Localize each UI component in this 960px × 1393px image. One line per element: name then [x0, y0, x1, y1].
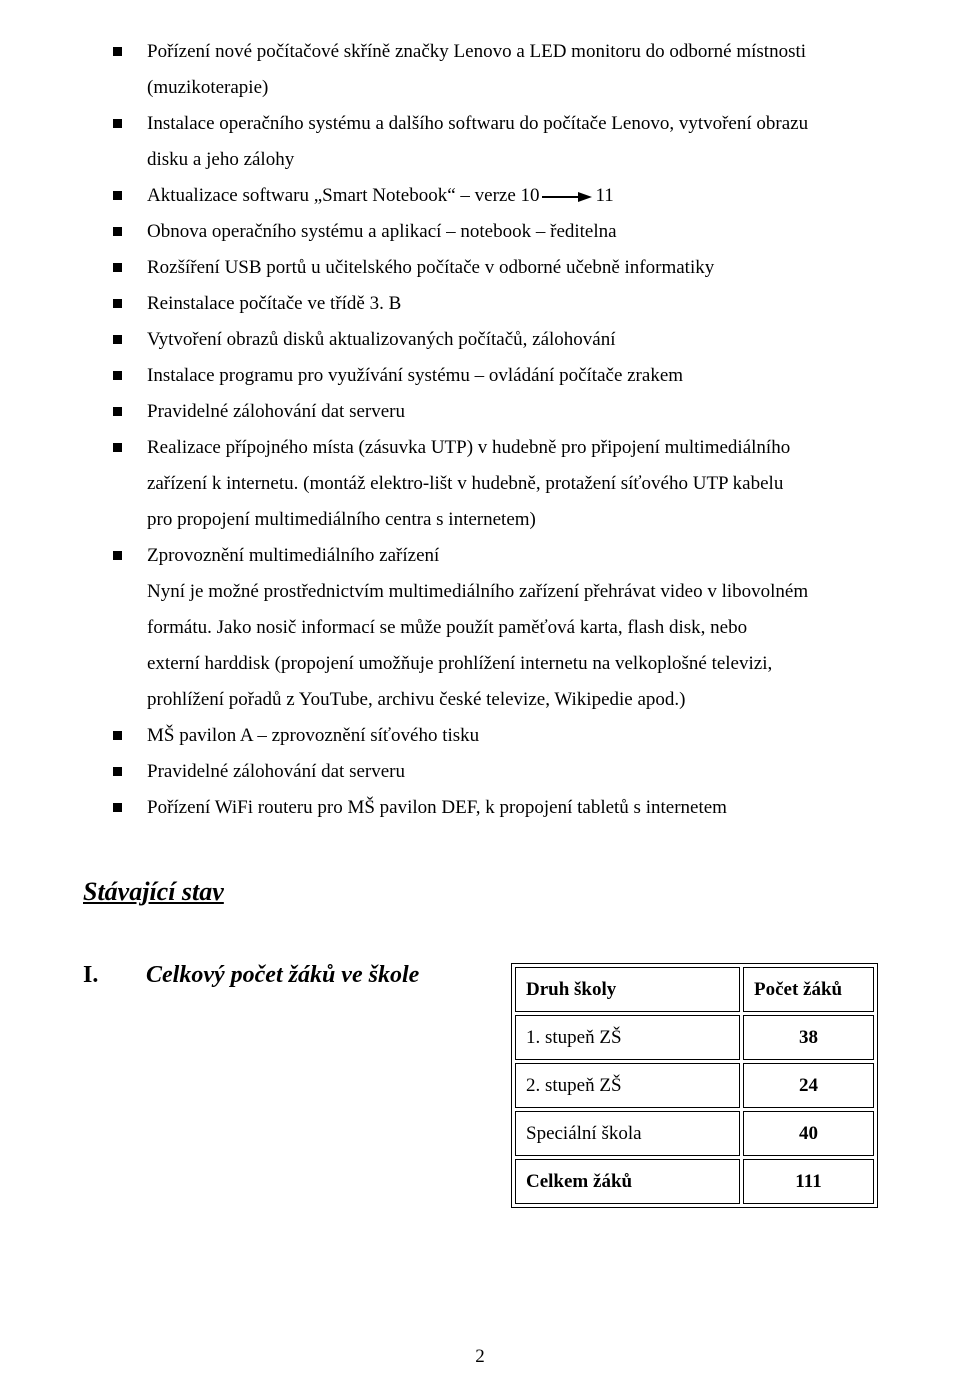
table-row: [515, 1111, 874, 1156]
square-bullet-icon: [113, 731, 122, 740]
list-item: [0, 178, 960, 214]
list-item: [0, 322, 960, 358]
list-item-continuation: [0, 610, 960, 646]
table-cell-label: Celkem žáků: [515, 1159, 740, 1204]
pupil-count-table: [511, 963, 878, 1208]
list-item: [0, 754, 960, 790]
list-item: [0, 718, 960, 754]
square-bullet-icon: [113, 299, 122, 308]
list-item-text: disku a jeho zálohy: [147, 149, 295, 170]
list-item-text: Instalace operačního systému a dalšího softwaru do počítače Lenovo, vytvoření obrazu: [147, 113, 809, 134]
list-item-text: Pořízení WiFi routeru pro MŠ pavilon DEF, k propojení tabletů s internetem: [147, 797, 727, 818]
list-item-text: Aktualizace softwaru „Smart Notebook“ – verze 10: [147, 185, 540, 206]
list-item-text: Zprovoznění multimediálního zařízení: [147, 545, 440, 566]
square-bullet-icon: [113, 803, 122, 812]
square-bullet-icon: [113, 371, 122, 380]
list-item-text: formátu. Jako nosič informací se může použít paměťová karta, flash disk, nebo: [147, 617, 748, 638]
table-header-cell: Počet žáků: [743, 967, 874, 1012]
list-item-text: Instalace programu pro využívání systému – ovládání počítače zrakem: [147, 365, 684, 386]
list-item: [0, 34, 960, 70]
table-cell-value: 24: [743, 1063, 874, 1108]
list-item-text: Realizace přípojného místa (zásuvka UTP) v hudebně pro připojení multimediálního: [147, 437, 791, 458]
table-cell-label: Speciální škola: [515, 1111, 740, 1156]
table-row: [515, 1063, 874, 1108]
list-item: [0, 214, 960, 250]
list-item-text: Rozšíření USB portů u učitelského počítače v odborné učebně informatiky: [147, 257, 715, 278]
list-item-text: Obnova operačního systému a aplikací – notebook – ředitelna: [147, 221, 617, 242]
list-item-text: MŠ pavilon A – zprovoznění síťového tisku: [147, 725, 480, 746]
list-item: [0, 106, 960, 142]
list-item: [0, 358, 960, 394]
square-bullet-icon: [113, 191, 122, 200]
bullet-list: [0, 34, 960, 826]
list-item-continuation: [0, 142, 960, 178]
square-bullet-icon: [113, 47, 122, 56]
list-item-continuation: [0, 574, 960, 610]
list-item-text: Nyní je možné prostřednictvím multimediálního zařízení přehrávat video v libovolném: [147, 581, 809, 602]
list-item: [0, 430, 960, 466]
list-item-text: Vytvoření obrazů disků aktualizovaných počítačů, zálohování: [147, 329, 616, 350]
list-item-text: Pořízení nové počítačové skříně značky Lenovo a LED monitoru do odborné místnosti: [147, 41, 807, 62]
section-title: Celkový počet žáků ve škole: [146, 962, 420, 988]
section-number: I.: [83, 962, 99, 988]
table-cell-value: 38: [743, 1015, 874, 1060]
table-header-cell: Druh školy: [515, 967, 740, 1012]
list-item-text: externí harddisk (propojení umožňuje prohlížení internetu na velkoplošné televizi,: [147, 653, 773, 674]
list-item-text: Pravidelné zálohování dat serveru: [147, 401, 405, 422]
square-bullet-icon: [113, 443, 122, 452]
list-item-continuation: [0, 682, 960, 718]
list-item: [0, 790, 960, 826]
list-item-continuation: [0, 502, 960, 538]
table-total-row: [515, 1159, 874, 1204]
arrow-right-icon: [542, 191, 592, 203]
list-item: [0, 394, 960, 430]
list-item-text: Pravidelné zálohování dat serveru: [147, 761, 405, 782]
list-item-continuation: [0, 646, 960, 682]
table-cell-label: 2. stupeň ZŠ: [515, 1063, 740, 1108]
square-bullet-icon: [113, 407, 122, 416]
table-row: [515, 1015, 874, 1060]
list-item-text: Reinstalace počítače ve třídě 3. B: [147, 293, 402, 314]
square-bullet-icon: [113, 119, 122, 128]
page-number: 2: [475, 1346, 485, 1367]
list-item-text: zařízení k internetu. (montáž elektro-lišt v hudebně, protažení síťového UTP kabelu: [147, 473, 784, 494]
list-item-text: prohlížení pořadů z YouTube, archivu české televize, Wikipedie apod.): [147, 689, 686, 710]
square-bullet-icon: [113, 767, 122, 776]
list-item: [0, 286, 960, 322]
table-cell-label: 1. stupeň ZŠ: [515, 1015, 740, 1060]
list-item: [0, 250, 960, 286]
square-bullet-icon: [113, 263, 122, 272]
table-cell-value: 40: [743, 1111, 874, 1156]
list-item-text: 11: [595, 185, 614, 206]
list-item-text: (muzikoterapie): [147, 77, 269, 98]
list-item-continuation: [0, 466, 960, 502]
square-bullet-icon: [113, 335, 122, 344]
list-item-continuation: [0, 70, 960, 106]
list-item-text: pro propojení multimediálního centra s internetem): [147, 509, 536, 530]
section-heading: Stávající stav: [83, 877, 224, 906]
square-bullet-icon: [113, 551, 122, 560]
table-header-row: [515, 967, 874, 1012]
list-item: [0, 538, 960, 574]
square-bullet-icon: [113, 227, 122, 236]
table-cell-value: 111: [743, 1159, 874, 1204]
